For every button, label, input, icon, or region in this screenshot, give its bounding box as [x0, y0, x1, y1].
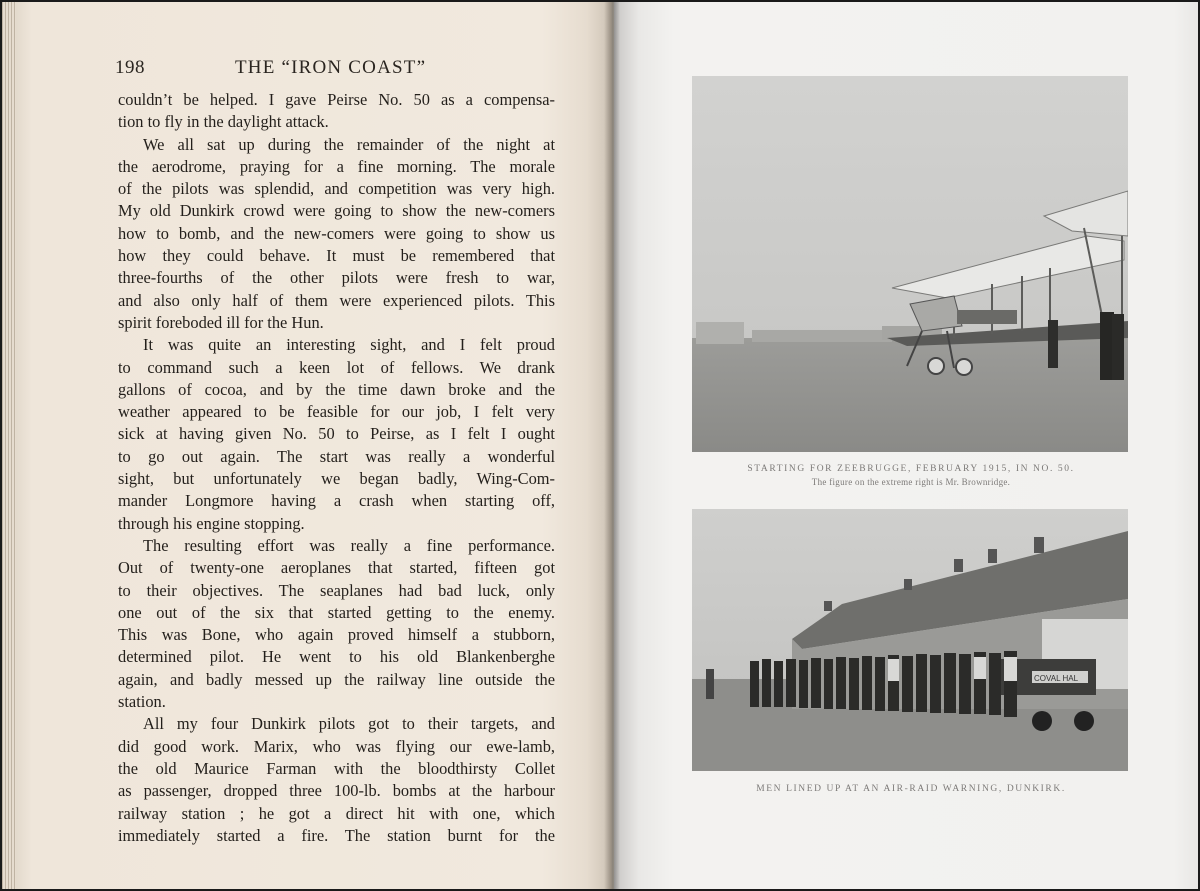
page-number: 198 [115, 57, 145, 78]
text-line: tion to fly in the daylight attack. [118, 112, 329, 132]
text-line: the aerodrome, praying for a fine morning. The morale [118, 156, 555, 176]
photo-biplane [692, 76, 1128, 452]
text-line: one out of the six that started getting to the enemy. [118, 602, 555, 622]
photo-caption-top [694, 464, 1128, 487]
text-line: railway station ; he got a direct hit with one, which [118, 803, 555, 823]
photo-men-lined-up [692, 509, 1128, 771]
text-line: again, and badly messed up the railway line outside the [118, 669, 555, 689]
text-line: weather appeared to be feasible for our job, I felt very [118, 402, 555, 422]
text-line: gallons of cocoa, and by the time dawn broke and the [118, 379, 555, 399]
running-head [115, 57, 555, 81]
text-line: to their objectives. The seaplanes had bad luck, only [118, 580, 555, 600]
text-line: The resulting effort was really a fine performance. [143, 535, 555, 555]
text-line: of the pilots was splendid, and competition was very high. [118, 179, 555, 199]
text-line: This was Bone, who again proved himself a stubborn, [118, 625, 555, 645]
text-line: immediately started a fire. The station burnt for the [118, 825, 555, 845]
text-line: My old Dunkirk crowd were going to show the new-comers [118, 201, 555, 221]
book-gutter [604, 2, 620, 889]
text-line: to go out again. The start was really a wonderful [118, 446, 555, 466]
text-line: We all sat up during the remainder of the night at [143, 134, 555, 154]
lorry-sign-text: COVAL HAL [1034, 674, 1079, 683]
running-title: THE “IRON COAST” [235, 57, 427, 78]
text-line: through his engine stopping. [118, 513, 305, 533]
text-line: sight, but unfortunately we began badly, Wing-Com- [118, 469, 555, 489]
text-line: to command such a keen lot of fellows. We drank [118, 357, 555, 377]
page-edge-stack [2, 2, 16, 889]
text-line: three-fourths of the other pilots were fresh to war, [118, 268, 555, 288]
text-line: couldn’t be helped. I gave Peirse No. 50 as a compensa- [118, 90, 555, 109]
text-line: station. [118, 692, 166, 712]
text-line: how they could behave. It must be remembered that [118, 246, 555, 266]
photo-caption-bottom [694, 784, 1128, 794]
book-spread [2, 2, 1198, 889]
text-line: All my four Dunkirk pilots got to their targets, and [143, 714, 555, 734]
text-line: determined pilot. He went to his old Blankenberghe [118, 647, 555, 667]
text-line: mander Longmore having a crash when starting off, [118, 491, 555, 511]
text-line: Out of twenty-one aeroplanes that started, fifteen got [118, 558, 555, 578]
text-line: did good work. Marix, who was flying our ewe-lamb, [118, 736, 555, 756]
text-line: how to bomb, and the new-comers were going to show us [118, 223, 555, 243]
text-line: sick at having given No. 50 to Peirse, as I felt I ought [118, 424, 555, 444]
text-line: spirit foreboded ill for the Hun. [118, 312, 324, 332]
text-line: It was quite an interesting sight, and I felt proud [143, 335, 555, 355]
text-line: as passenger, dropped three 100-lb. bombs at the harbour [118, 781, 555, 801]
text-line: the old Maurice Farman with the bloodthirsty Collet [118, 758, 555, 778]
caption-bottom-text: MEN LINED UP AT AN AIR-RAID WARNING, DUNKIRK. [756, 784, 1066, 794]
left-page [2, 2, 614, 889]
caption-top-text: STARTING FOR ZEEBRUGGE, FEBRUARY 1915, IN NO. 50. [747, 464, 1075, 474]
body-text [118, 89, 555, 847]
text-line: and also only half of them were experienced pilots. This [118, 290, 555, 310]
caption-top-subtext: The figure on the extreme right is Mr. Brownridge. [811, 477, 1011, 487]
